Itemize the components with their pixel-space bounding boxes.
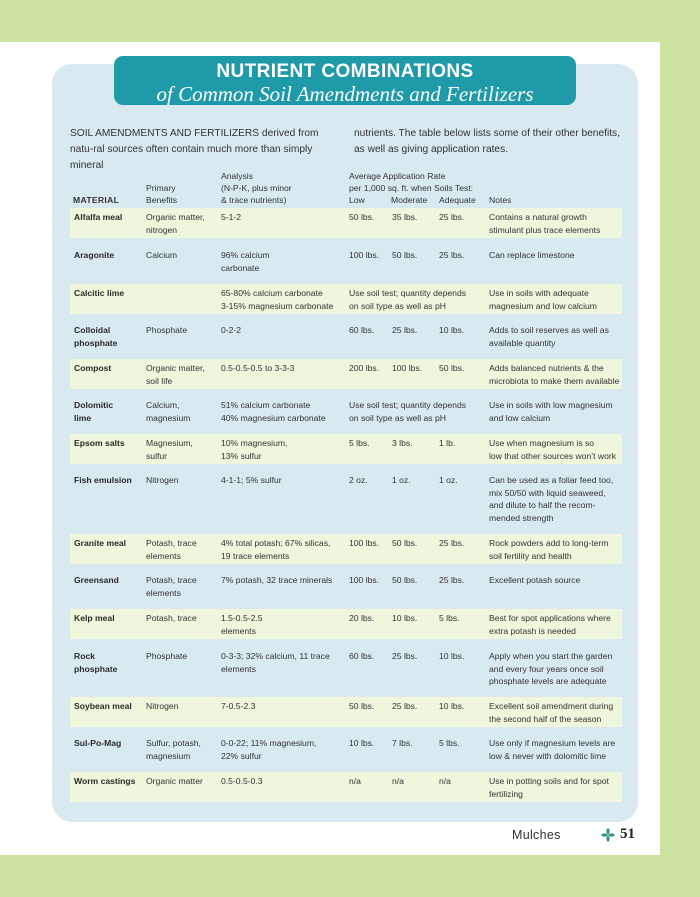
rate-moderate: 10 lbs. [392, 613, 418, 623]
notes-text: Use in soils with low magnesium and low calcium [489, 400, 613, 423]
table-row [70, 734, 622, 764]
title-sub: of Common Soil Amendments and Fertilizers [156, 82, 534, 106]
application-rate-note: Use soil test; quantity depends on soil type as well as pH [349, 400, 467, 423]
primary-benefits: Sulfur, potash, magnesium [146, 738, 201, 761]
table-row [70, 284, 622, 314]
notes-text: Use in potting soils and for spot fertilizing [489, 776, 609, 799]
material-name: Rock phosphate [74, 651, 118, 674]
table-row [70, 697, 622, 727]
material-name: Colloidal phosphate [74, 325, 118, 348]
analysis-value: 51% calcium carbonate 40% magnesium carbonate [221, 400, 326, 423]
primary-benefits: Phosphate [146, 325, 188, 335]
rate-moderate: 50 lbs. [392, 538, 418, 548]
notes-text: Rock powders add to long-term soil fertility and health [489, 538, 609, 561]
rate-moderate: 100 lbs. [392, 363, 423, 373]
rate-low: 50 lbs. [349, 212, 375, 222]
intro-left: SOIL AMENDMENTS AND FERTILIZERS derived from natu-ral sources often contain much more than simply mineral [70, 128, 319, 171]
notes-text: Adds to soil reserves as well as available quantity [489, 325, 609, 348]
rate-adequate: 1 lb. [439, 438, 456, 448]
material-name: Greensand [74, 575, 119, 585]
rate-low: 50 lbs. [349, 701, 375, 711]
section-name: Mulches [512, 828, 561, 842]
notes-text: Can be used as a foliar feed too, mix 50/50 with liquid seaweed, and dilute to half the recom- mended strength [489, 475, 614, 523]
header-material: MATERIAL [73, 195, 120, 205]
rate-moderate: 25 lbs. [392, 701, 418, 711]
rate-low: 100 lbs. [349, 538, 380, 548]
title-main: NUTRIENT COMBINATIONS [216, 61, 474, 82]
table-row [70, 534, 622, 564]
notes-text: Contains a natural growth stimulant plus trace elements [489, 212, 601, 235]
material-name: Kelp meal [74, 613, 115, 623]
rate-low: 2 oz. [349, 475, 368, 485]
primary-benefits: Magnesium, sulfur [146, 438, 193, 461]
material-name: Epsom salts [74, 438, 125, 448]
rate-adequate: 25 lbs. [439, 538, 465, 548]
page [0, 42, 660, 855]
rate-adequate: 50 lbs. [439, 363, 465, 373]
notes-text: Adds balanced nutrients & the microbiota to make them available [489, 363, 620, 386]
rate-low: 20 lbs. [349, 613, 375, 623]
rate-moderate: 7 lbs. [392, 738, 413, 748]
material-name: Sul-Po-Mag [74, 738, 122, 748]
analysis-value: 0.5-0.5-0.5 to 3-3-3 [221, 363, 295, 373]
analysis-value: 0-0-22; 11% magnesium, 22% sulfur [221, 738, 317, 761]
material-name: Granite meal [74, 538, 127, 548]
analysis-value: 7% potash, 32 trace minerals [221, 575, 333, 585]
rate-low: 100 lbs. [349, 575, 380, 585]
primary-benefits: Potash, trace elements [146, 538, 197, 561]
header-benefits-1: Primary [146, 183, 176, 193]
rate-adequate: n/a [439, 776, 451, 786]
primary-benefits: Organic matter [146, 776, 203, 786]
table-row [70, 434, 622, 464]
rate-low: n/a [349, 776, 361, 786]
analysis-value: 0-2-2 [221, 325, 242, 335]
flower-icon [601, 828, 615, 842]
table-row [70, 359, 622, 389]
header-rate-2: per 1,000 sq. ft. when Soils Test: [349, 183, 474, 193]
analysis-value: 0-3-3; 32% calcium, 11 trace elements [221, 651, 330, 674]
rate-moderate: 35 lbs. [392, 212, 418, 222]
rate-adequate: 10 lbs. [439, 325, 465, 335]
material-name: Dolomitic lime [74, 400, 114, 423]
rate-low: 60 lbs. [349, 325, 375, 335]
analysis-value: 65-80% calcium carbonate 3-15% magnesium carbonate [221, 288, 334, 311]
analysis-value: 5-1-2 [221, 212, 242, 222]
material-name: Calcitic lime [74, 288, 125, 298]
rate-adequate: 25 lbs. [439, 250, 465, 260]
header-benefits-2: Benefits [146, 195, 178, 205]
material-name: Aragonite [74, 250, 115, 260]
primary-benefits: Calcium, magnesium [146, 400, 191, 423]
rate-low: 5 lbs. [349, 438, 370, 448]
rate-moderate: 25 lbs. [392, 325, 418, 335]
analysis-value: 4-1-1; 5% sulfur [221, 475, 282, 485]
page-number: 51 [620, 826, 635, 842]
table-row [70, 772, 622, 802]
rate-low: 200 lbs. [349, 363, 380, 373]
primary-benefits: Potash, trace [146, 613, 197, 623]
table-row [70, 321, 622, 351]
primary-benefits: Organic matter, soil life [146, 363, 205, 386]
notes-text: Excellent potash source [489, 575, 581, 585]
header-low: Low [349, 195, 365, 205]
rate-adequate: 5 lbs. [439, 613, 460, 623]
header-analysis-3: & trace nutrients) [221, 195, 287, 205]
material-name: Worm castings [74, 776, 136, 786]
table-row [70, 471, 622, 527]
rate-adequate: 10 lbs. [439, 701, 465, 711]
table-row [70, 396, 622, 426]
analysis-value: 10% magnesium, 13% sulfur [221, 438, 288, 461]
primary-benefits: Phosphate [146, 651, 188, 661]
rate-moderate: 50 lbs. [392, 575, 418, 585]
rate-adequate: 25 lbs. [439, 575, 465, 585]
table-row [70, 208, 622, 238]
analysis-value: 4% total potash; 67% silicas, 19 trace elements [221, 538, 331, 561]
analysis-value: 96% calcium carbonate [221, 250, 270, 273]
analysis-value: 0.5-0.5-0.3 [221, 776, 263, 786]
rate-moderate: n/a [392, 776, 404, 786]
notes-text: Use only if magnesium levels are low & never with dolomitic lime [489, 738, 616, 761]
primary-benefits: Potash, trace elements [146, 575, 197, 598]
notes-text: Can replace limestone [489, 250, 575, 260]
primary-benefits: Calcium [146, 250, 178, 260]
rate-adequate: 1 oz. [439, 475, 458, 485]
title-banner [114, 56, 576, 105]
rate-moderate: 1 oz. [392, 475, 411, 485]
material-name: Soybean meal [74, 701, 132, 711]
material-name: Fish emulsion [74, 475, 132, 485]
rate-adequate: 5 lbs. [439, 738, 460, 748]
rate-adequate: 10 lbs. [439, 651, 465, 661]
notes-text: Excellent soil amendment during the second half of the season [489, 701, 614, 724]
rate-low: 10 lbs. [349, 738, 375, 748]
primary-benefits: Nitrogen [146, 475, 179, 485]
header-analysis-2: (N-P-K, plus minor [221, 183, 292, 193]
header-rate-1: Average Application Rate [349, 171, 446, 181]
rate-moderate: 50 lbs. [392, 250, 418, 260]
material-name: Alfalfa meal [74, 212, 123, 222]
header-notes: Notes [489, 195, 512, 205]
application-rate-note: Use soil test; quantity depends on soil type as well as pH [349, 288, 467, 311]
rate-low: 60 lbs. [349, 651, 375, 661]
rate-moderate: 25 lbs. [392, 651, 418, 661]
table-row [70, 571, 622, 601]
intro-right: nutrients. The table below lists some of their other benefits, as well as giving application rates. [354, 128, 620, 155]
notes-text: Best for spot applications where extra potash is needed [489, 613, 611, 636]
analysis-value: 1.5-0.5-2.5 elements [221, 613, 263, 636]
header-moderate: Moderate [391, 195, 428, 205]
rate-adequate: 25 lbs. [439, 212, 465, 222]
header-analysis-1: Analysis [221, 171, 253, 181]
primary-benefits: Nitrogen [146, 701, 179, 711]
notes-text: Use in soils with adequate magnesium and low calcium [489, 288, 597, 311]
notes-text: Apply when you start the garden and every four years once soil phosphate levels are adequate [489, 651, 613, 686]
material-name: Compost [74, 363, 112, 373]
primary-benefits: Organic matter, nitrogen [146, 212, 205, 235]
table-row [70, 609, 622, 639]
header-adequate: Adequate [439, 195, 476, 205]
rate-low: 100 lbs. [349, 250, 380, 260]
table-row [70, 647, 622, 689]
notes-text: Use when magnesium is so low that other sources won’t work [489, 438, 617, 461]
rate-moderate: 3 lbs. [392, 438, 413, 448]
table-row [70, 246, 622, 276]
analysis-value: 7-0.5-2.3 [221, 701, 256, 711]
